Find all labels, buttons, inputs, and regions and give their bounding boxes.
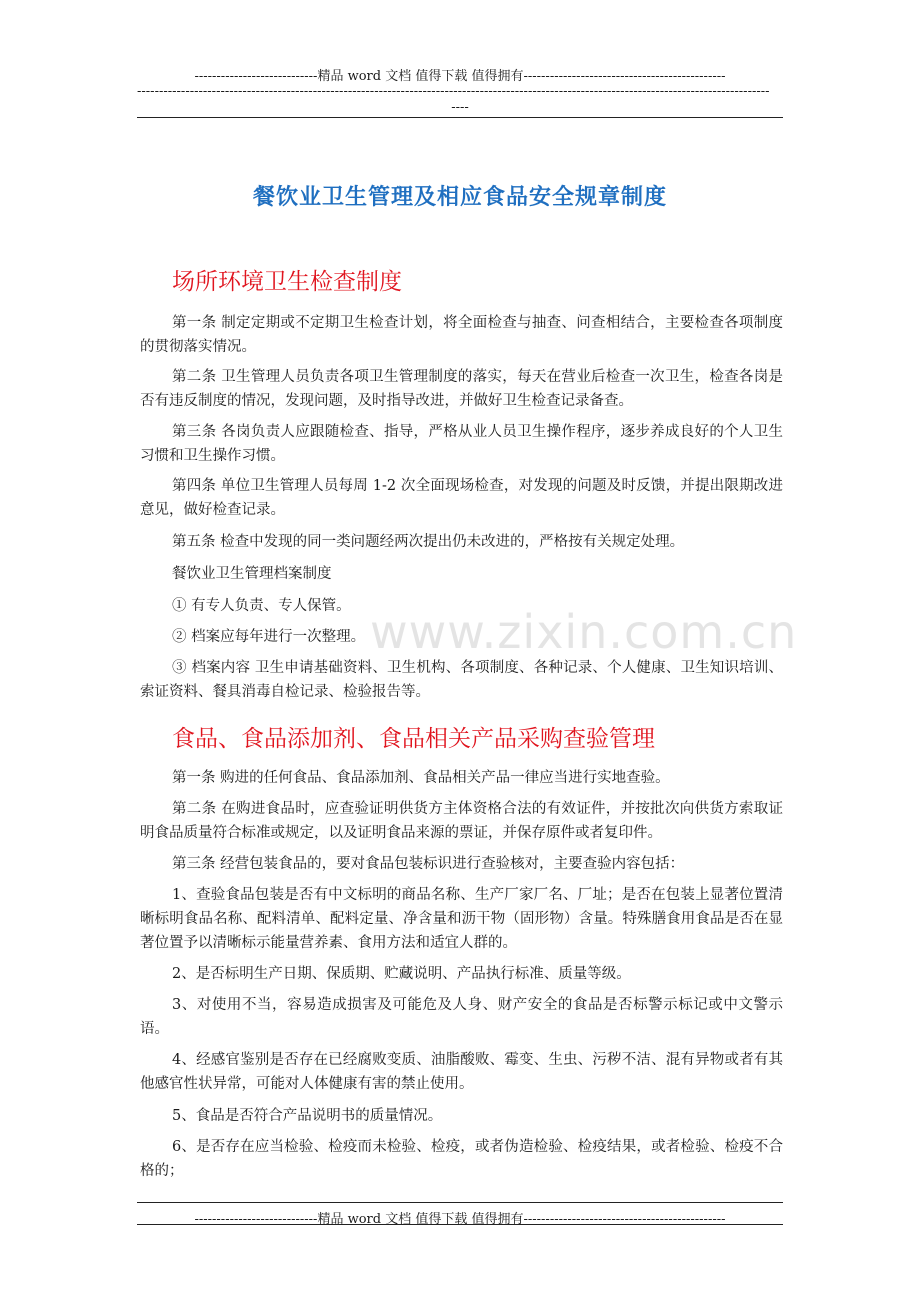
paragraph: 4、经感官鉴别是否存在已经腐败变质、油脂酸败、霉变、生虫、污秽不洁、混有异物或者有其他感官性状异常，可能对人体健康有害的禁止使用。 — [140, 1052, 783, 1092]
list-item: ③ 档案内容 卫生申请基础资料、卫生机构、各项制度、各种记录、个人健康、卫生知识培训、索证资料、餐具消毒自检记录、检验报告等。 — [140, 660, 783, 700]
header-dash-tail: ---- — [451, 100, 469, 115]
paragraph: 第三条 各岗负责人应跟随检查、指导，严格从业人员卫生操作程序，逐步养成良好的个人卫生习惯和卫生操作习惯。 — [140, 424, 783, 464]
document-title: 餐饮业卫生管理及相应食品安全规章制度 — [252, 185, 667, 210]
section-heading-environment: 场所环境卫生检查制度 — [172, 269, 402, 295]
paragraph: 6、是否存在应当检验、检疫而未检验、检疫，或者伪造检验、检疫结果，或者检验、检疫不合格的； — [140, 1139, 783, 1179]
paragraph: 第二条 在购进食品时，应查验证明供货方主体资格合法的有效证件，并按批次向供货方索取证明食品质量符合标准或规定，以及证明食品来源的票证，并保存原件或者复印件。 — [140, 801, 783, 841]
list-item: ① 有专人负责、专人保管。 — [172, 598, 351, 614]
paragraph: 第三条 经营包装食品的，要对食品包装标识进行查验核对，主要查验内容包括： — [172, 856, 685, 872]
header-banner: ----------------------------精品 word 文档 值得下载 值得拥有---------------------------------------------- — [194, 69, 726, 84]
paragraph: 第四条 单位卫生管理人员每周 1-2 次全面现场检查，对发现的问题及时反馈，并提出限期改进意见，做好检查记录。 — [140, 478, 783, 518]
paragraph: 5、食品是否符合产品说明书的质量情况。 — [172, 1108, 443, 1124]
section-heading-procurement: 食品、食品添加剂、食品相关产品采购查验管理 — [172, 726, 655, 752]
footer-banner: ----------------------------精品 word 文档 值得下载 值得拥有---------------------------------------------- — [194, 1212, 726, 1227]
paragraph: 1、查验食品包装是否有中文标明的商品名称、生产厂家厂名、厂址；是否在包装上显著位置清晰标明食品名称、配料清单、配料定量、净含量和沥干物（固形物）含量。特殊膳食用食品是否在显著位置予以清晰标示能量营养素、食用方法和适宜人群的。 — [140, 887, 783, 951]
paragraph: 第五条 检查中发现的同一类问题经两次提出仍未改进的，严格按有关规定处理。 — [172, 534, 685, 550]
footer-rule — [137, 1202, 783, 1203]
watermark: www.zixin.com.cn — [370, 605, 798, 659]
subheading-archive: 餐饮业卫生管理档案制度 — [172, 566, 332, 582]
paragraph: 第一条 购进的任何食品、食品添加剂、食品相关产品一律应当进行实地查验。 — [172, 770, 670, 786]
list-item: ② 档案应每年进行一次整理。 — [172, 629, 366, 645]
footer-bottom-rule — [137, 1224, 783, 1225]
paragraph: 3、对使用不当，容易造成损害及可能危及人身、财产安全的食品是否标警示标记或中文警示语。 — [140, 997, 783, 1037]
paragraph: 第二条 卫生管理人员负责各项卫生管理制度的落实，每天在营业后检查一次卫生，检查各岗是否有违反制度的情况，发现问题，及时指导改进，并做好卫生检查记录备查。 — [140, 369, 783, 409]
paragraph: 2、是否标明生产日期、保质期、贮藏说明、产品执行标准、质量等级。 — [172, 966, 631, 982]
header-dash-line: ------------------------------------------------------------------------------------------------------------------------------------------------ — [137, 84, 770, 99]
paragraph: 第一条 制定定期或不定期卫生检查计划，将全面检查与抽查、问查相结合，主要检查各项制度的贯彻落实情况。 — [140, 315, 783, 355]
header-rule — [137, 117, 783, 118]
